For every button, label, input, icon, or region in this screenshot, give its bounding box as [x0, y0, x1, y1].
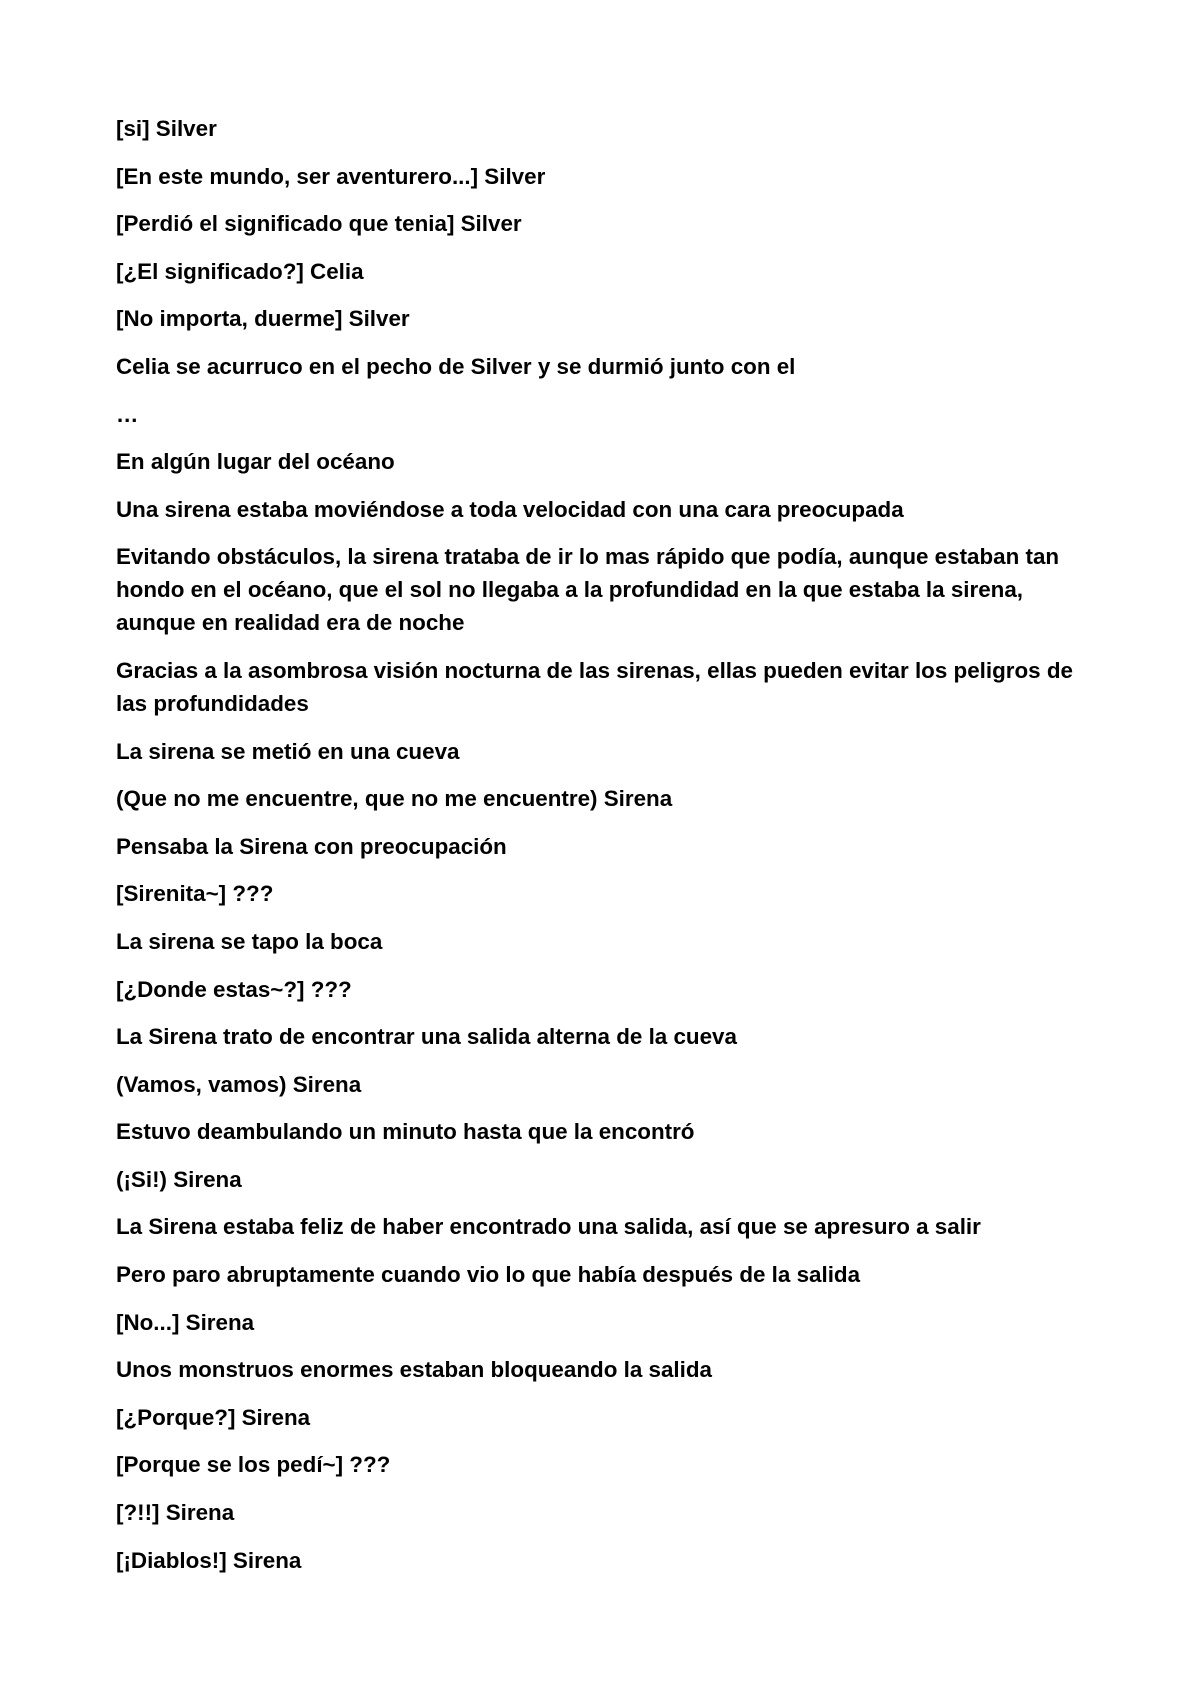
paragraph: [¿Porque?] Sirena [116, 1404, 311, 1430]
document-body [116, 112, 1076, 1591]
paragraph: Gracias a la asombrosa visión nocturna de las sirenas, ellas pueden evitar los peligros de las profundidades [116, 657, 1073, 716]
paragraph: [¿Donde estas~?] ??? [116, 976, 352, 1002]
paragraph: [¡Diablos!] Sirena [116, 1547, 302, 1573]
paragraph: La sirena se tapo la boca [116, 928, 383, 954]
paragraph: [¿El significado?] Celia [116, 258, 364, 284]
paragraph: … [116, 401, 139, 427]
paragraph: Unos monstruos enormes estaban bloqueando la salida [116, 1357, 712, 1383]
paragraph: Celia se acurruco en el pecho de Silver y se durmió junto con el [116, 353, 796, 379]
paragraph: La Sirena estaba feliz de haber encontrado una salida, así que se apresuro a salir [116, 1214, 981, 1240]
paragraph: Pensaba la Sirena con preocupación [116, 833, 507, 859]
paragraph: Pero paro abruptamente cuando vio lo que había después de la salida [116, 1262, 861, 1288]
paragraph: Estuvo deambulando un minuto hasta que la encontró [116, 1119, 695, 1145]
paragraph: [En este mundo, ser aventurero...] Silver [116, 163, 546, 189]
paragraph: La sirena se metió en una cueva [116, 738, 460, 764]
paragraph: [?!!] Sirena [116, 1500, 235, 1526]
paragraph: [Porque se los pedí~] ??? [116, 1452, 391, 1478]
paragraph: [No importa, duerme] Silver [116, 306, 410, 332]
paragraph: [Sirenita~] ??? [116, 881, 274, 907]
paragraph: La Sirena trato de encontrar una salida alterna de la cueva [116, 1024, 737, 1050]
paragraph: (Que no me encuentre, que no me encuentre) Sirena [116, 786, 673, 812]
paragraph: (Vamos, vamos) Sirena [116, 1071, 362, 1097]
paragraph: [si] Silver [116, 116, 217, 141]
paragraph: Evitando obstáculos, la sirena trataba de ir lo mas rápido que podía, aunque estaban tan hondo en el océano, que el sol no llegaba a la profundidad en la que estaba la sirena, aunque en realidad era de noche [116, 544, 1060, 636]
paragraph: [Perdió el significado que tenia] Silver [116, 211, 522, 237]
paragraph: En algún lugar del océano [116, 449, 395, 475]
paragraph: Una sirena estaba moviéndose a toda velocidad con una cara preocupada [116, 496, 904, 522]
paragraph: [No...] Sirena [116, 1309, 255, 1335]
paragraph: (¡Si!) Sirena [116, 1166, 242, 1192]
